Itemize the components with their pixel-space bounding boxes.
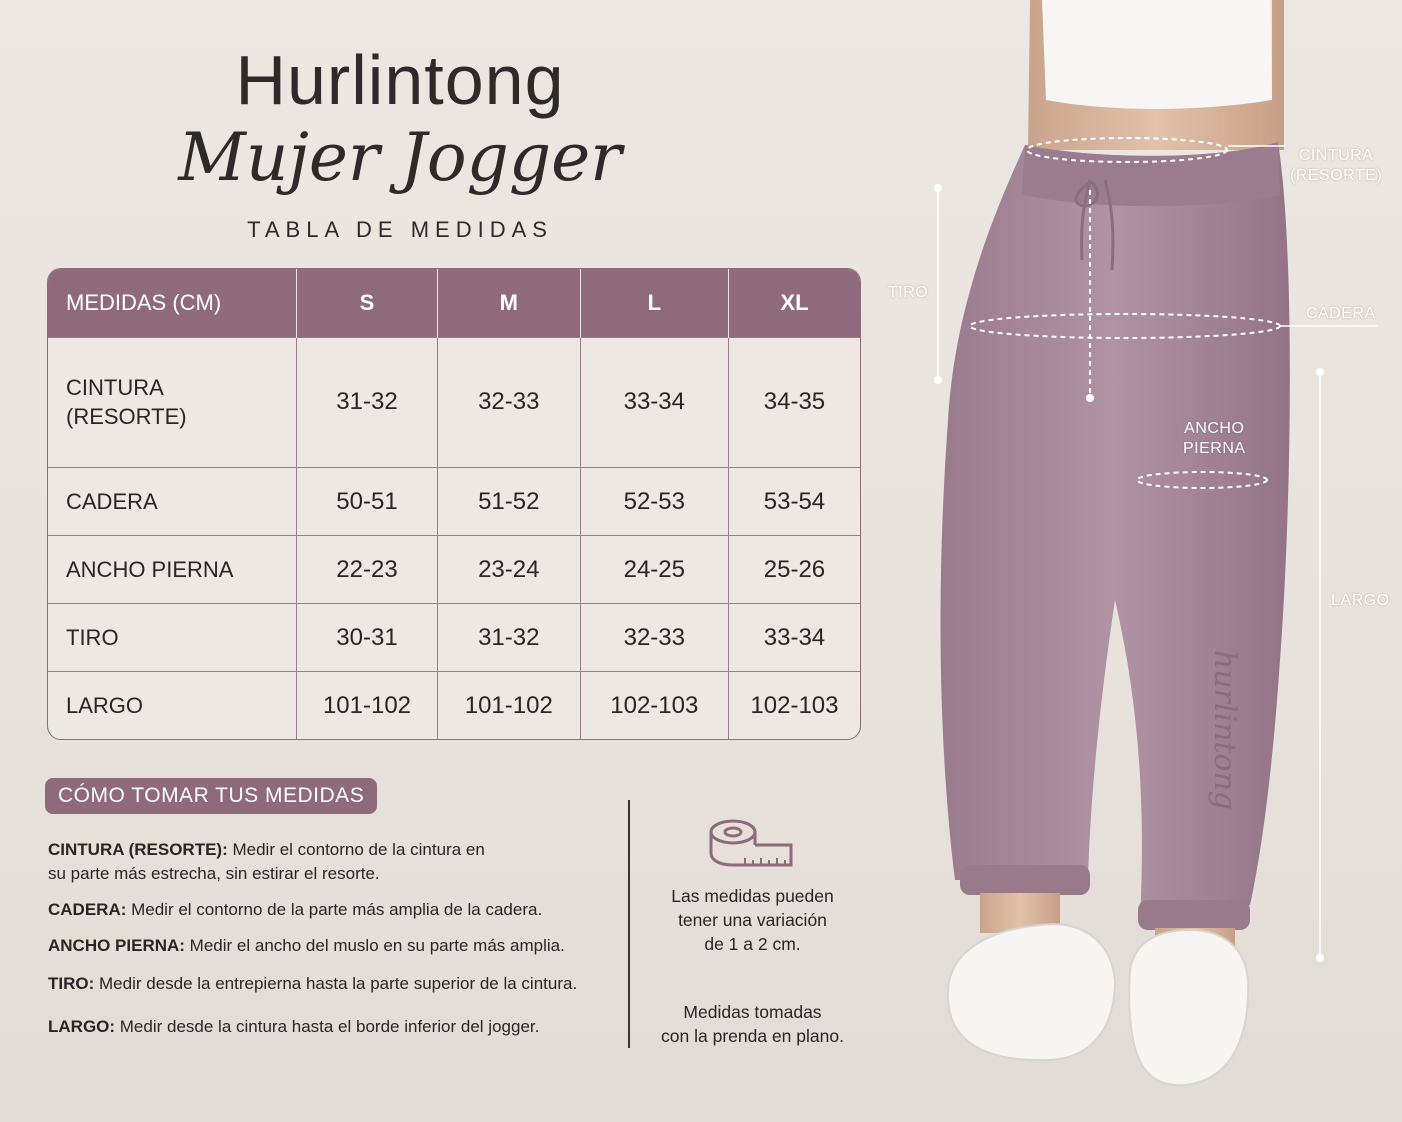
divider: [628, 800, 630, 1048]
table-cell: 31-32: [437, 604, 580, 672]
instruction-cadera: CADERA: Medir el contorno de la parte más amplia de la cadera.: [48, 900, 543, 919]
table-cell: 53-54: [728, 467, 860, 535]
white-top: [1040, 0, 1272, 109]
row-label: ANCHO PIERNA: [48, 536, 297, 604]
table-cell: 33-34: [580, 338, 728, 468]
header-size-s: S: [297, 269, 438, 338]
table-cell: 101-102: [437, 672, 580, 739]
right-cuff: [1138, 900, 1250, 930]
left-shoe: [948, 924, 1115, 1060]
table-header-row: [48, 269, 860, 338]
header-size-m: M: [437, 269, 580, 338]
size-chart-subtitle: TABLA DE MEDIDAS: [247, 217, 553, 242]
table-cell: 31-32: [297, 338, 438, 468]
table-row: [48, 672, 860, 739]
instruction-tiro: TIRO: Medir desde la entrepierna hasta la parte superior de la cintura.: [48, 974, 578, 993]
header-measure: MEDIDAS (CM): [48, 269, 297, 338]
table-cell: 25-26: [728, 536, 860, 604]
table-row: [48, 536, 860, 604]
flat-note: Medidas tomadas con la prenda en plano.: [661, 1002, 844, 1046]
how-to-measure-title: CÓMO TOMAR TUS MEDIDAS: [45, 778, 377, 814]
label-largo: LARGO: [1331, 592, 1390, 609]
table-cell: 51-52: [437, 467, 580, 535]
pants-print-logo: hurlintong: [1207, 650, 1242, 811]
table-cell: 34-35: [728, 338, 860, 468]
table-cell: 30-31: [297, 604, 438, 672]
row-label: LARGO: [48, 672, 297, 739]
table-cell: 50-51: [297, 467, 438, 535]
left-cuff: [960, 865, 1090, 895]
row-label: CADERA: [48, 467, 297, 535]
table-cell: 24-25: [580, 536, 728, 604]
label-tiro: TIRO: [888, 284, 929, 301]
table-cell: 102-103: [728, 672, 860, 739]
table-row: [48, 467, 860, 535]
variation-note: Las medidas pueden tener una variación de 1 a 2 cm.: [671, 886, 834, 954]
label-ancho-pierna: ANCHO PIERNA: [1183, 420, 1246, 457]
header-size-xl: XL: [728, 269, 860, 338]
table-cell: 101-102: [297, 672, 438, 739]
table-cell: 52-53: [580, 467, 728, 535]
table-cell: 23-24: [437, 536, 580, 604]
waistband: [1022, 142, 1280, 206]
brand-title: Hurlintong: [235, 41, 565, 119]
product-title: Mujer Jogger: [178, 119, 622, 196]
size-table: [47, 268, 861, 740]
label-cintura: CINTURA (RESORTE): [1290, 147, 1383, 184]
instruction-cintura: CINTURA (RESORTE): Medir el contorno de la cintura en su parte más estrecha, sin estirar el resorte.: [48, 840, 485, 883]
table-row: [48, 604, 860, 672]
table-cell: 33-34: [728, 604, 860, 672]
table-cell: 22-23: [297, 536, 438, 604]
right-shoe: [1129, 930, 1248, 1085]
row-label: TIRO: [48, 604, 297, 672]
instruction-ancho-pierna: ANCHO PIERNA: Medir el ancho del muslo en su parte más amplia.: [48, 936, 565, 955]
row-label: CINTURA (RESORTE): [48, 338, 297, 468]
table-row: [48, 338, 860, 468]
instruction-largo: LARGO: Medir desde la cintura hasta el borde inferior del jogger.: [48, 1017, 540, 1036]
header-size-l: L: [580, 269, 728, 338]
table-cell: 32-33: [580, 604, 728, 672]
table-cell: 102-103: [580, 672, 728, 739]
label-cadera: CADERA: [1306, 305, 1376, 322]
table-cell: 32-33: [437, 338, 580, 468]
measuring-tape-icon: [705, 815, 797, 871]
